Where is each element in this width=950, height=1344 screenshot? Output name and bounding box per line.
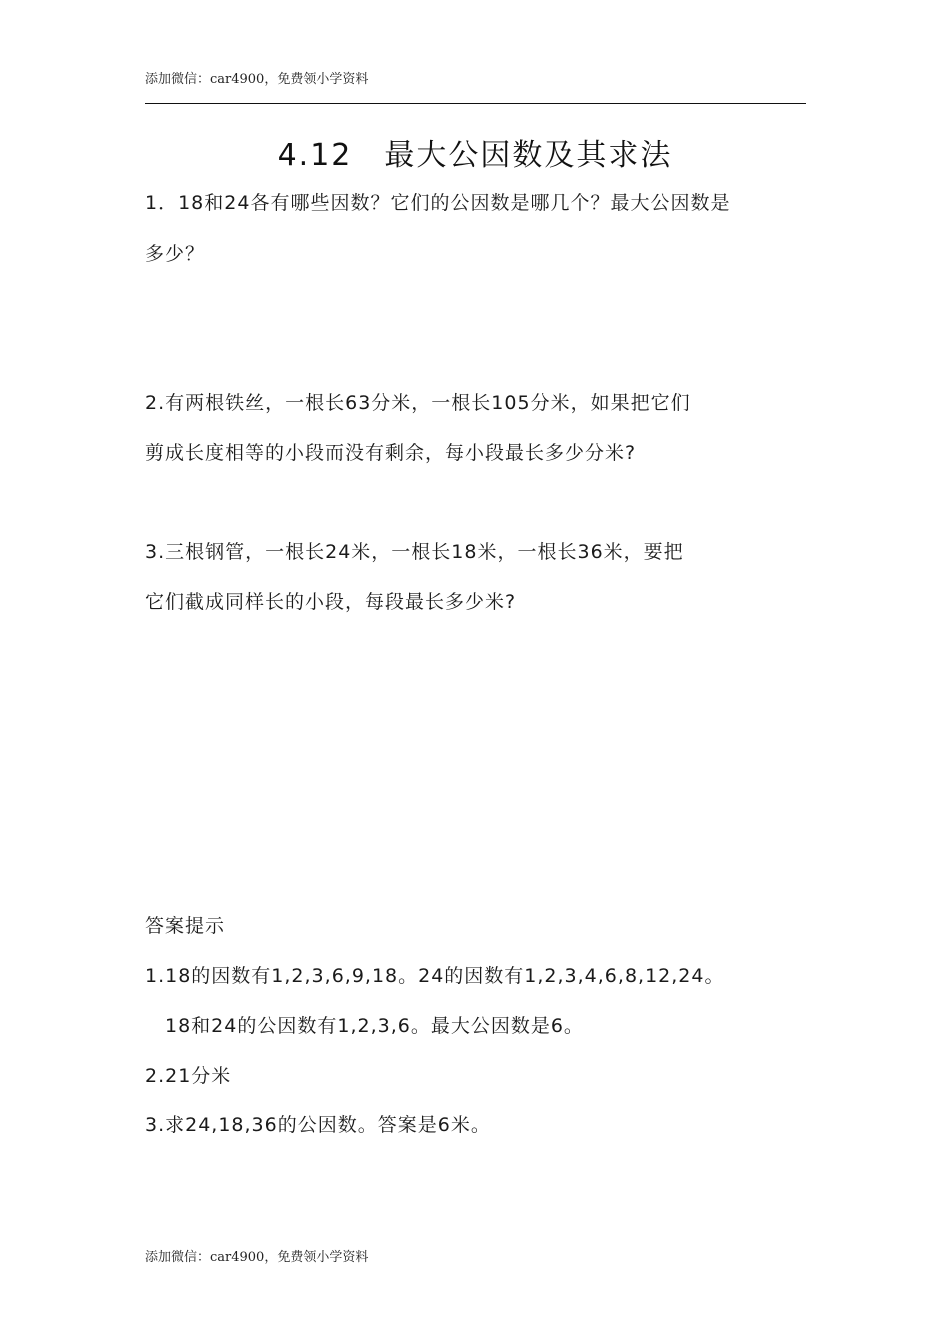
answer-3: 3.求24,18,36的公因数。答案是6米。 — [145, 1114, 491, 1136]
question-1-line-2: 多少？ — [145, 243, 206, 265]
question-3-line-1: 3.三根钢管，一根长24米，一根长18米，一根长36米，要把 — [145, 541, 684, 563]
answer-1-line-1: 1.18的因数有1,2,3,6,9,18。24的因数有1,2,3,4,6,8,12,24。 — [145, 965, 725, 987]
page-title: 4.12 最大公因数及其求法 — [277, 138, 673, 173]
footer-note: 添加微信：car4900，免费领小学资料 — [145, 1250, 369, 1265]
answer-2: 2.21分米 — [145, 1065, 232, 1087]
answers-heading: 答案提示 — [145, 915, 226, 937]
question-2-line-1: 2.有两根铁丝，一根长63分米，一根长105分米，如果把它们 — [145, 392, 691, 414]
question-3-line-2: 它们截成同样长的小段，每段最长多少米? — [145, 591, 517, 613]
header-note: 添加微信：car4900，免费领小学资料 — [145, 72, 369, 87]
header-divider — [145, 103, 806, 104]
answer-1-line-2: 18和24的公因数有1,2,3,6。最大公因数是6。 — [165, 1015, 584, 1037]
question-2-line-2: 剪成长度相等的小段而没有剩余，每小段最长多少分米? — [145, 442, 637, 464]
question-1-line-1: 1．18和24各有哪些因数？它们的公因数是哪几个？最大公因数是 — [145, 192, 731, 214]
